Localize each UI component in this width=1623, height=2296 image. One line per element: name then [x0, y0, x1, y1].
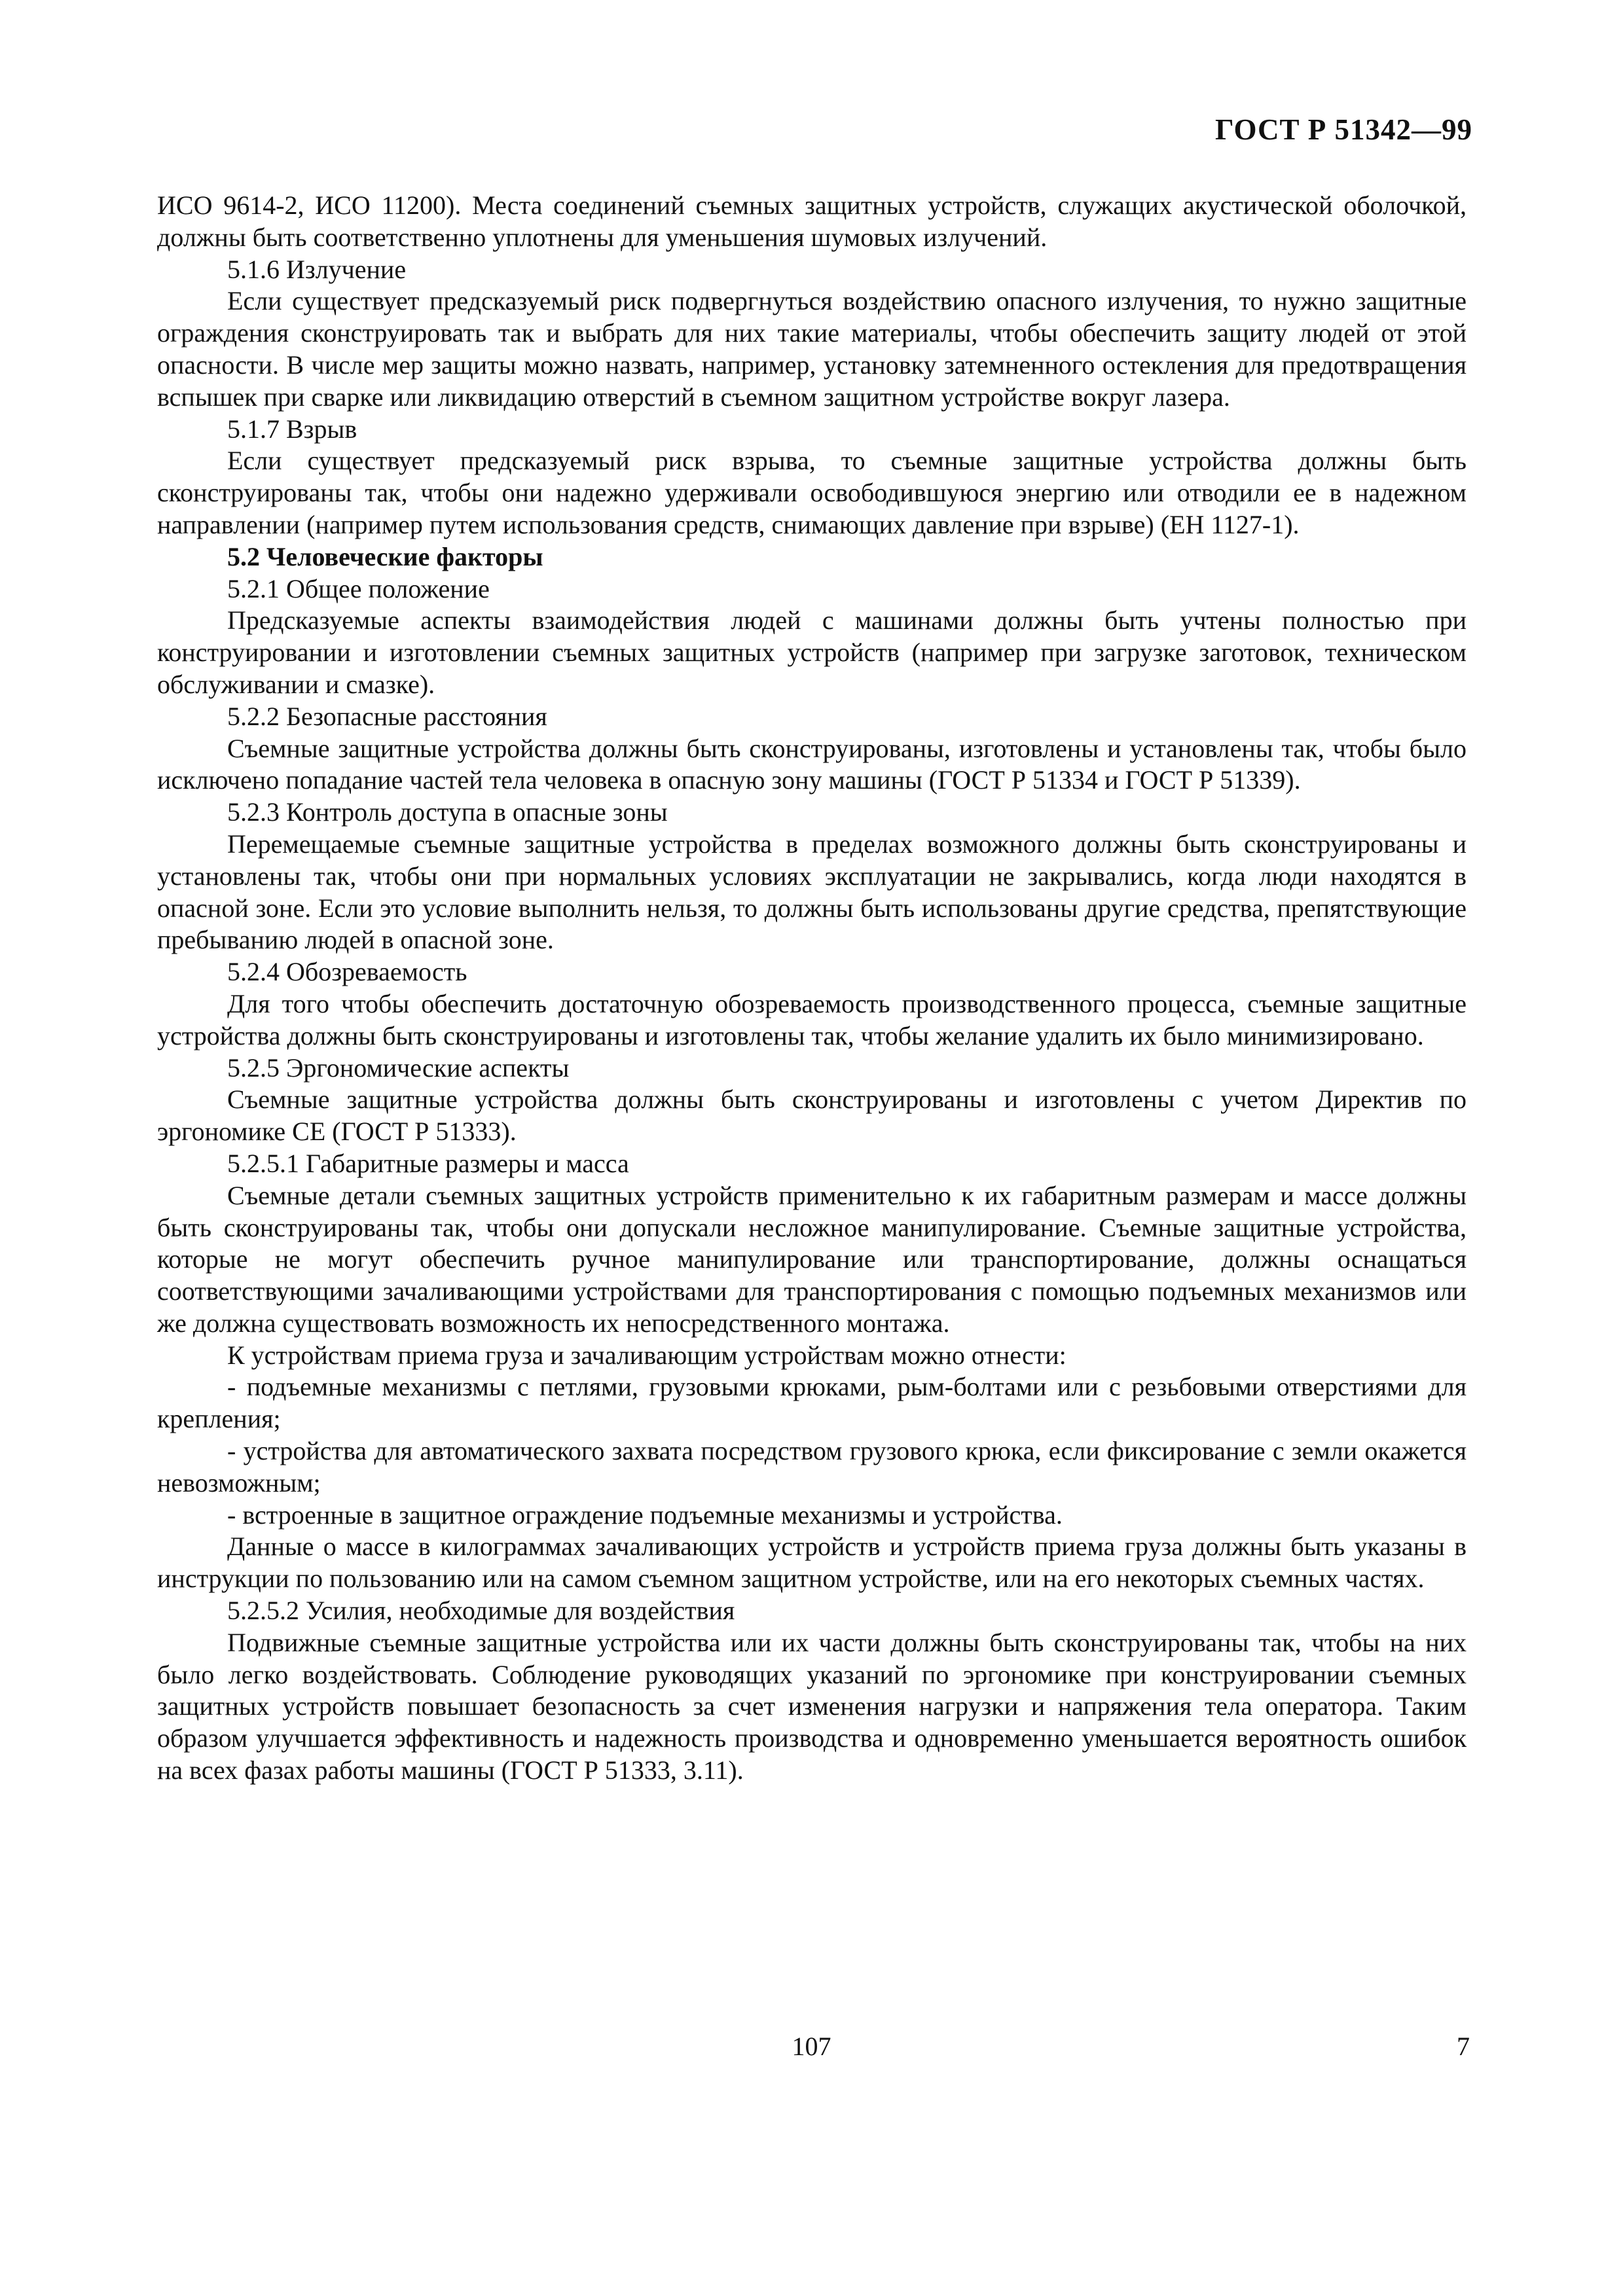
document-code-header: ГОСТ Р 51342—99: [1214, 113, 1472, 146]
paragraph: Перемещаемые съемные защитные устройства в пределах возможного должны быть сконструированы и установлены так, чтобы они при нормальных условиях эксплуатации не закрывались, когда люди находятся в опасной зоне. Если это условие выполнить нельзя, то должны быть использованы другие средства, препятствующие пребыванию людей в опасной зоне.: [157, 829, 1467, 955]
paragraph: Данные о массе в килограммах зачаливающих устройств и устройств приема груза должны быть указаны в инструкции по пользованию или на самом съемном защитном устройстве, или на его некоторых съемных частях.: [157, 1532, 1467, 1594]
collection-page-number: 107: [792, 2032, 831, 2061]
page-number: 7: [1457, 2032, 1470, 2061]
paragraph: Если существует предсказуемый риск взрыва, то съемные защитные устройства должны быть сконструированы так, чтобы они надежно удерживали освободившуюся энергию или отводили ее в надежном направлении (например путем использования средств, снимающих давление при взрыве) (ЕН 1127-1).: [157, 446, 1467, 539]
paragraph: Съемные защитные устройства должны быть сконструированы и изготовлены с учетом Директив по эргономике СЕ (ГОСТ Р 51333).: [157, 1085, 1467, 1147]
paragraph: Подвижные съемные защитные устройства или их части должны быть сконструированы так, чтобы на них было легко воздействовать. Соблюдение руководящих указаний по эргономике при конструировании съемных защитных устройств повышает безопасность за счет изменения нагрузки и напряжения тела оператора. Таким образом улучшается эффективность и надежность производства и одновременно уменьшается вероятность ошибок на всех фазах работы машины (ГОСТ Р 51333, 3.11).: [157, 1627, 1467, 1785]
section-heading-5-2-5: 5.2.5 Эргономические аспекты: [227, 1052, 570, 1083]
paragraph: Съемные детали съемных защитных устройств применительно к их габаритным размерам и массе должны быть сконструированы так, чтобы они допускали несложное манипулирование. Съемные защитные устройства, которые не могут обеспечить ручное манипулирование или транспортирование, должны оснащаться соответствующими зачаливающими устройствами для транспортирования с помощью подъемных механизмов или же должна существовать возможность их непосредственного монтажа.: [157, 1180, 1467, 1338]
section-heading-5-1-6: 5.1.6 Излучение: [227, 254, 407, 284]
paragraph: К устройствам приема груза и зачаливающим устройствам можно отнести:: [227, 1340, 1067, 1370]
list-item: - встроенные в защитное ограждение подъемные механизмы и устройства.: [227, 1499, 1063, 1530]
paragraph: Предсказуемые аспекты взаимодействия людей с машинами должны быть учтены полностью при конструировании и изготовлении съемных защитных устройств (например при загрузке заготовок, техническом обслуживании и смазке).: [157, 605, 1467, 699]
section-heading-5-2-2: 5.2.2 Безопасные расстояния: [227, 701, 547, 731]
section-heading-5-2: 5.2 Человеческие факторы: [227, 541, 543, 571]
section-heading-5-2-5-1: 5.2.5.1 Габаритные размеры и масса: [227, 1148, 629, 1178]
paragraph: Съемные защитные устройства должны быть сконструированы, изготовлены и установлены так, чтобы было исключено попадание частей тела человека в опасную зону машины (ГОСТ Р 51334 и ГОСТ Р 51339).: [157, 733, 1467, 795]
section-heading-5-2-1: 5.2.1 Общее положение: [227, 573, 490, 603]
section-heading-5-2-5-2: 5.2.5.2 Усилия, необходимые для воздействия: [227, 1596, 735, 1626]
document-body: [157, 190, 1467, 1787]
section-heading-5-1-7: 5.1.7 Взрыв: [227, 414, 357, 444]
section-heading-5-2-3: 5.2.3 Контроль доступа в опасные зоны: [227, 797, 668, 827]
paragraph: Если существует предсказуемый риск подвергнуться воздействию опасного излучения, то нужно защитные ограждения сконструировать так и выбрать для них такие материалы, чтобы обеспечить защиту людей от этой опасности. В числе мер защиты можно назвать, например, установку затемненного остекления для предотвращения вспышек при сварке или ликвидацию отверстий в съемном защитном устройстве вокруг лазера.: [157, 286, 1467, 412]
list-item: - подъемные механизмы с петлями, грузовыми крюками, рым-болтами или с резьбовыми отверстиями для крепления;: [157, 1372, 1467, 1434]
paragraph: Для того чтобы обеспечить достаточную обозреваемость производственного процесса, съемные защитные устройства должны быть сконструированы и изготовлены так, чтобы желание удалить их было минимизировано.: [157, 988, 1467, 1050]
paragraph-continuation: ИСО 9614-2, ИСО 11200). Места соединений съемных защитных устройств, служащих акустической оболочкой, должны быть соответственно уплотнены для уменьшения шумовых излучений.: [157, 190, 1467, 252]
list-item: - устройства для автоматического захвата посредством грузового крюка, если фиксирование с земли окажется невозможным;: [157, 1436, 1467, 1498]
section-heading-5-2-4: 5.2.4 Обозреваемость: [227, 957, 467, 987]
